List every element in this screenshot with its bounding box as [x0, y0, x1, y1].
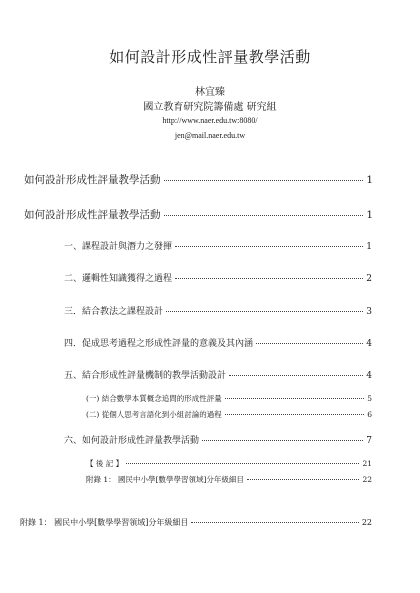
toc-entry-page: 1	[366, 242, 372, 252]
dot-leader	[164, 180, 364, 181]
footer-entry-page: 22	[361, 518, 372, 527]
dot-leader	[175, 246, 363, 247]
toc-entry[interactable]	[64, 433, 372, 446]
toc-entry[interactable]	[86, 458, 372, 469]
dot-leader	[229, 375, 363, 376]
dot-leader	[175, 278, 363, 279]
toc-entry-label: 五、結合形成性評量機制的教學活動設計	[64, 371, 227, 381]
website-url: http://www.naer.edu.tw:8080/	[162, 116, 258, 125]
email-address: jen@mail.naer.edu.tw	[174, 131, 246, 140]
dot-leader	[191, 522, 358, 523]
author-name: 林宜臻	[195, 87, 225, 98]
toc-entry[interactable]	[64, 239, 372, 252]
toc-entry-page: 1	[366, 174, 373, 186]
toc-entry-label: 如何設計形成性評量教學活動	[24, 174, 161, 186]
dot-leader	[126, 463, 359, 464]
dot-leader	[225, 398, 364, 399]
toc-entry-page: 5	[367, 394, 372, 403]
toc-entry-page: 22	[362, 475, 372, 484]
dot-leader	[225, 414, 364, 415]
toc-entry[interactable]	[86, 409, 372, 420]
toc-entry-label: (二) 從個人思考言語化到小組討論的過程	[86, 410, 222, 419]
dot-leader	[247, 479, 360, 480]
toc-entry[interactable]	[86, 393, 372, 404]
organization: 國立教育研究院籌備處 研究組	[143, 102, 277, 113]
toc-entry-label: 如何設計形成性評量教學活動	[24, 209, 161, 221]
toc-entry[interactable]	[64, 271, 372, 284]
toc-entry-page: 3	[366, 307, 372, 317]
appendix-footer-entry[interactable]	[20, 517, 372, 528]
toc-entry-label: 附錄 1： 國民中小學[數學學習領域]分年級細目	[86, 475, 244, 484]
toc-entry[interactable]	[86, 474, 372, 485]
toc-entry-label: 六、如何設計形成性評量教學活動	[64, 436, 200, 446]
toc-entry-page: 1	[366, 209, 373, 221]
dot-leader	[202, 440, 363, 441]
toc-entry-page: 2	[366, 274, 372, 284]
dot-leader	[164, 215, 364, 216]
toc-entry-page: 4	[366, 339, 372, 349]
toc-entry-label: 一、課程設計與潛力之發揮	[64, 242, 173, 252]
toc-entry-page: 4	[366, 371, 372, 381]
toc-entry-label: 二、邏輯性知識獲得之過程	[64, 274, 173, 284]
dot-leader	[166, 311, 363, 312]
toc-entry[interactable]	[24, 172, 373, 187]
toc-entry[interactable]	[64, 304, 372, 317]
toc-entry-label: (一) 結合數學本質概念追問的形成性評量	[86, 394, 222, 403]
toc-entry-label: 【 後 記 】	[86, 459, 124, 468]
toc-entry-label: 四．促成思考過程之形成性評量的意義及其內涵	[64, 339, 254, 349]
document-title: 如何設計形成性評量教學活動	[109, 48, 311, 66]
toc-entry[interactable]	[64, 368, 372, 381]
toc-entry[interactable]	[24, 207, 373, 222]
footer-entry-label: 附錄 1： 國民中小學[數學學習領域]分年級細目	[20, 518, 189, 527]
toc-entry-page: 21	[362, 459, 372, 468]
toc-entry-label: 三．結合教法之課程設計	[64, 307, 164, 317]
toc-entry[interactable]	[64, 336, 372, 349]
dot-leader	[256, 343, 363, 344]
toc-entry-page: 6	[367, 410, 372, 419]
toc-entry-page: 7	[366, 436, 372, 446]
